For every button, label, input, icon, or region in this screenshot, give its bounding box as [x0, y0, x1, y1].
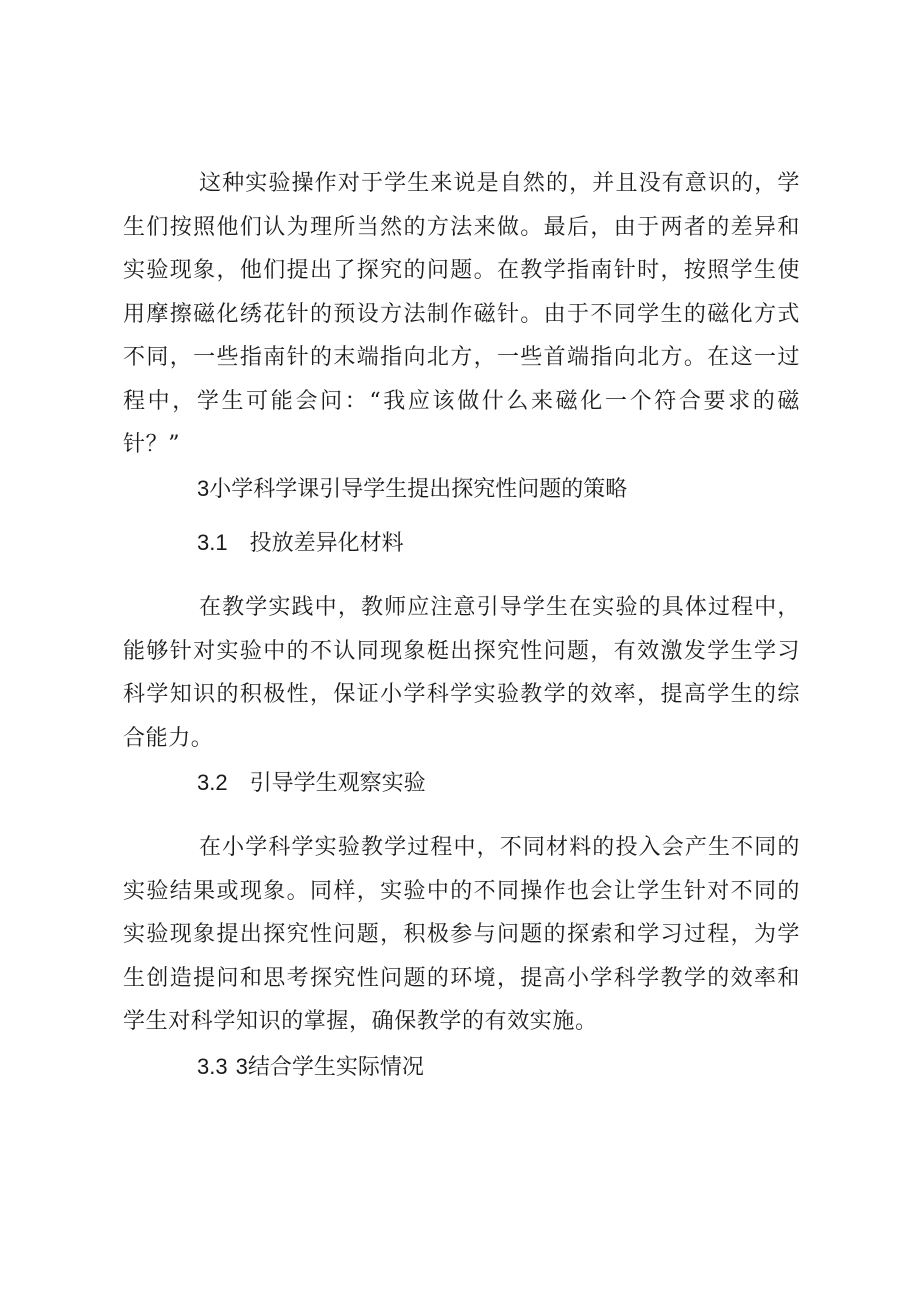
section-heading-3-2 — [197, 768, 426, 799]
section-title: 引导学生观察实验 — [249, 771, 426, 796]
section-title: 结合学生实际情况 — [247, 1055, 424, 1080]
section-heading-3 — [197, 474, 627, 505]
section-number: 3.3 — [197, 1054, 228, 1079]
section-title: 小学科学课引导学生提出探究性问题的策略 — [209, 477, 628, 502]
section-title: 投放差异化材料 — [249, 531, 404, 556]
section-number: 3.1 — [197, 530, 228, 555]
paragraph-teaching-practice: 在教学实践中，教师应注意引导学生在实验的具体过程中，能够针对实验中的不认同现象梃出探究性问题，有效激发学生学习科学知识的积极性，保证小学科学实验教学的效率，提高学生的综合能力。 — [123, 595, 800, 751]
paragraph-compass-experiment: 这种实验操作对于学生来说是自然的，并且没有意识的，学生们按照他们认为理所当然的方法来做。最后，由于两者的差异和实验现象，他们提出了探究的问题。在教学指南针时，按照学生使用摩擦磁化绣花针的预设方法制作磁针。由于不同学生的磁化方式不同，一些指南针的末端指向北方，一些首端指向北方。在这一过程中，学生可能会问：“我应该做什么来磁化一个符合要求的磁针？” — [123, 171, 800, 457]
section-number: 3.2 — [197, 770, 228, 795]
section-number: 3 — [197, 476, 210, 501]
paragraph-experiment-teaching: 在小学科学实验教学过程中，不同材料的投入会产生不同的实验结果或现象。同样，实验中的不同操作也会让学生针对不同的实验现象提出探究性问题，积极参与问题的探索和学习过程，为学生创造提问和思考探究性问题的环境，提高小学科学教学的效率和学生对科学知识的掌握，确保教学的有效实施。 — [123, 835, 800, 1034]
section-heading-3-3 — [197, 1052, 424, 1083]
section-subnumber: 3 — [235, 1054, 248, 1079]
section-heading-3-1 — [197, 528, 404, 559]
